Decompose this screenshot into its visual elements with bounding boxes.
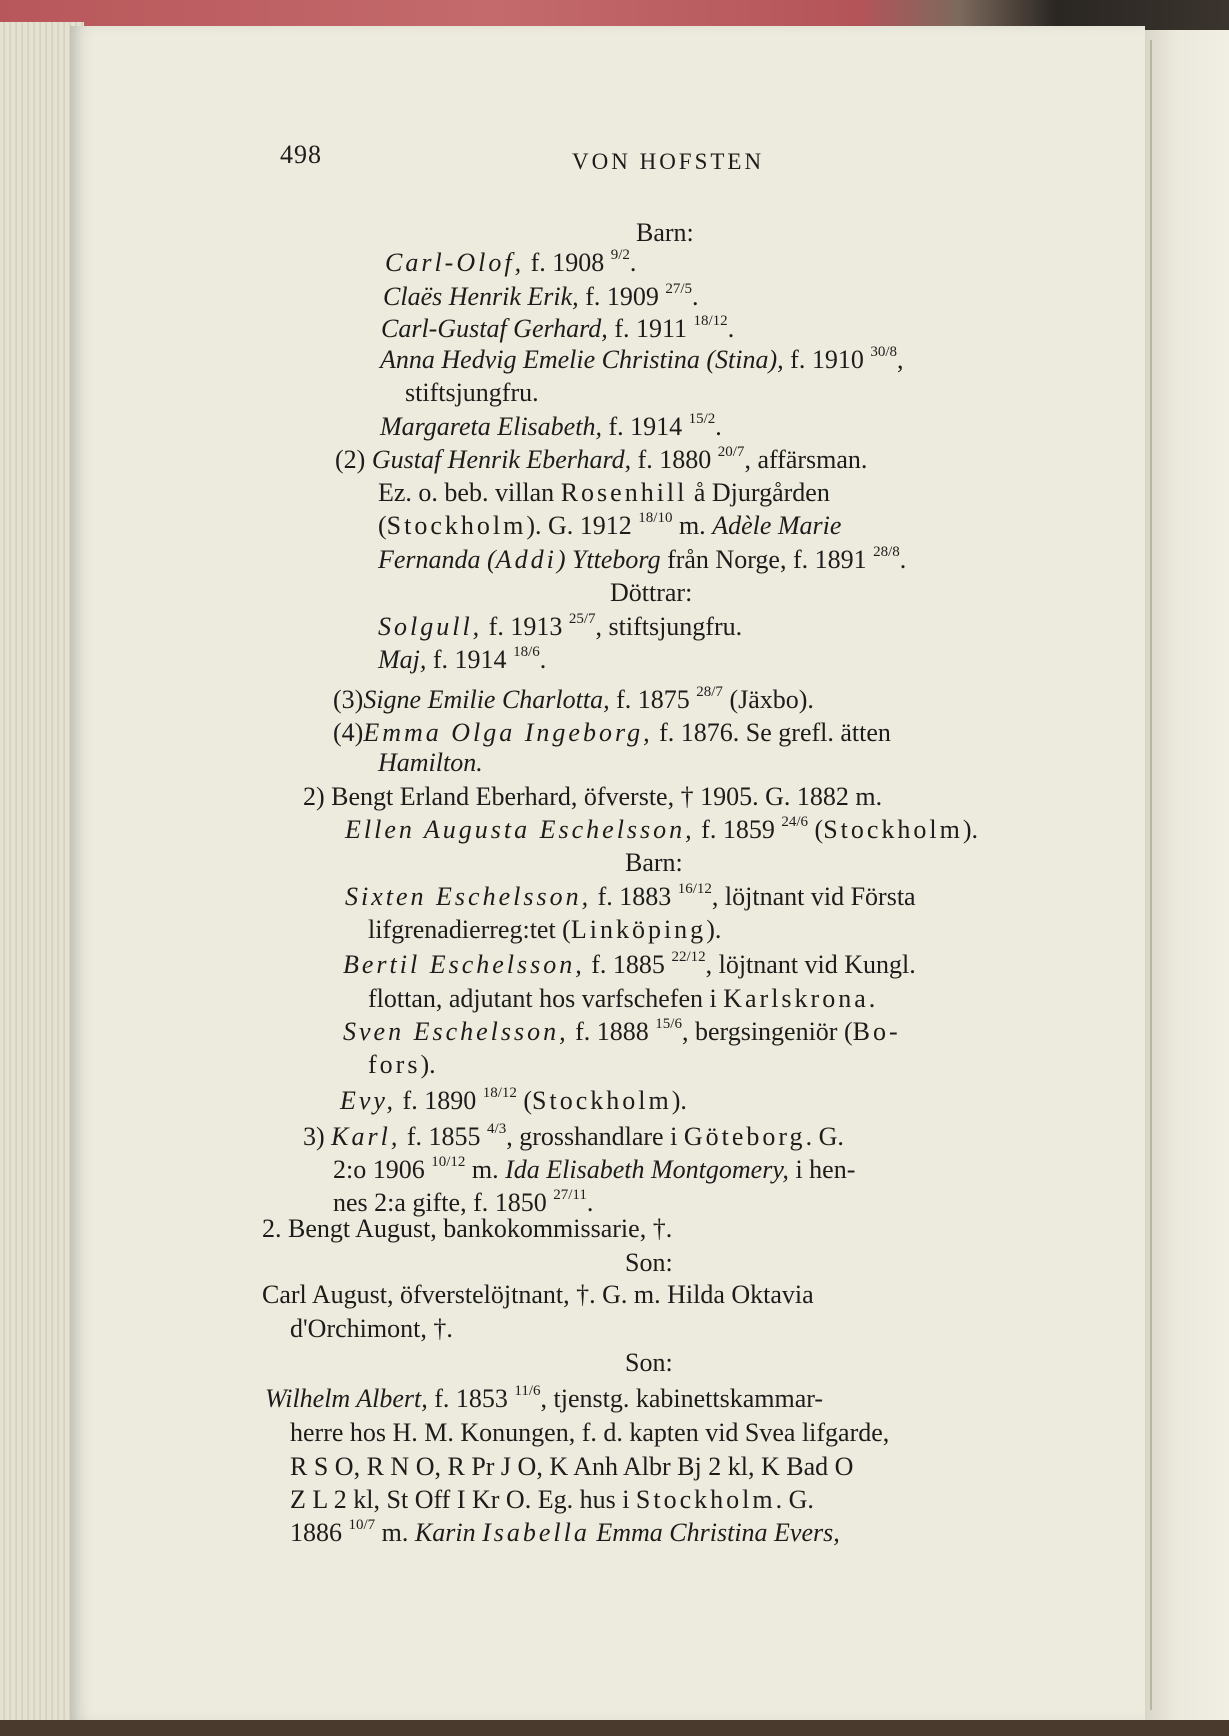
- text-line: Carl-Olof, f. 1908 $^{9/2}$.: [385, 247, 637, 277]
- text-line: 2) Bengt Erland Eberhard, öfverste, † 1905. G. 1882 m.: [303, 782, 883, 811]
- text-line: Hamilton.: [378, 748, 483, 777]
- page-number: 498: [280, 140, 322, 169]
- page-gutter: [1150, 40, 1152, 1710]
- text-line: (3)Signe Emilie Charlotta, f. 1875 $^{28/7}$ (Jäxbo).: [333, 684, 814, 714]
- running-title: VON HOFSTEN: [572, 149, 765, 174]
- heading-dottrar: Döttrar:: [610, 578, 693, 607]
- heading-barn: Barn:: [636, 218, 694, 247]
- text-line: (Stockholm). G. 1912 $^{18/10}$ m. Adèle Marie: [378, 510, 842, 540]
- text-line: flottan, adjutant hos varfschefen i Karlskrona.: [368, 984, 876, 1013]
- text-line: lifgrenadierreg:tet (Linköping).: [368, 915, 722, 944]
- heading-son: Son:: [625, 1348, 673, 1377]
- text-line: Sixten Eschelsson, f. 1883 $^{16/12}$, löjtnant vid Första: [345, 881, 916, 911]
- book-cover-bottom: [0, 1720, 1229, 1736]
- text-line: R S O, R N O, R Pr J O, K Anh Albr Bj 2 kl, K Bad O: [290, 1452, 854, 1481]
- text-line: Maj, f. 1914 $^{18/6}$.: [378, 644, 547, 674]
- text-line: nes 2:a gifte, f. 1850 $^{27/11}$.: [333, 1187, 594, 1217]
- text-line: Ez. o. beb. villan Rosenhill å Djurgården: [378, 478, 830, 507]
- text-line: d'Orchimont, †.: [290, 1314, 453, 1343]
- text-line: herre hos H. M. Konungen, f. d. kapten vid Svea lifgarde,: [290, 1418, 890, 1447]
- text-line: Carl-Gustaf Gerhard, f. 1911 $^{18/12}$.: [381, 313, 735, 343]
- text-line: Solgull, f. 1913 $^{25/7}$, stiftsjungfru.: [378, 611, 743, 641]
- text-line: Fernanda (Addi) Ytteborg från Norge, f. 1891 $^{28/8}$.: [378, 544, 907, 574]
- text-line: Anna Hedvig Emelie Christina (Stina), f. 1910 $^{30/8}$,: [380, 344, 904, 374]
- text-line: Bertil Eschelsson, f. 1885 $^{22/12}$, löjtnant vid Kungl.: [343, 949, 916, 979]
- text-line: Claës Henrik Erik, f. 1909 $^{27/5}$.: [383, 281, 699, 311]
- text-line: Sven Eschelsson, f. 1888 $^{15/6}$, bergsingeniör (Bo-: [343, 1016, 901, 1046]
- text-line: 2:o 1906 $^{10/12}$ m. Ida Elisabeth Montgomery, i hen-: [333, 1154, 856, 1184]
- text-line: Margareta Elisabeth, f. 1914 $^{15/2}$.: [380, 411, 722, 441]
- text-line: Evy, f. 1890 $^{18/12}$ (Stockholm).: [340, 1085, 687, 1115]
- heading-barn: Barn:: [625, 848, 683, 877]
- text-line: Ellen Augusta Eschelsson, f. 1859 $^{24/6}$ (Stockholm).: [345, 814, 979, 844]
- text-line: Z L 2 kl, St Off I Kr O. Eg. hus i Stockholm. G.: [290, 1485, 814, 1514]
- text-line: Carl August, öfverstelöjtnant, †. G. m. Hilda Oktavia: [262, 1280, 814, 1309]
- text-line: 2. Bengt August, bankokommissarie, †.: [262, 1214, 673, 1243]
- facing-page-edge: [1145, 30, 1229, 1720]
- text-line: stiftsjungfru.: [405, 378, 539, 407]
- text-line: 1886 $^{10/7}$ m. Karin Isabella Emma Christina Evers,: [290, 1517, 840, 1547]
- text-line: (2) Gustaf Henrik Eberhard, f. 1880 $^{20/7}$, affärsman.: [335, 444, 868, 474]
- text-line: fors).: [368, 1050, 436, 1079]
- text-line: (4)Emma Olga Ingeborg, f. 1876. Se grefl. ätten: [333, 718, 891, 747]
- text-line: Wilhelm Albert, f. 1853 $^{11/6}$, tjenstg. kabinettskammar-: [265, 1383, 824, 1413]
- text-line: 3) Karl, f. 1855 $^{4/3}$, grosshandlare i Göteborg. G.: [303, 1121, 844, 1151]
- heading-son: Son:: [625, 1248, 673, 1277]
